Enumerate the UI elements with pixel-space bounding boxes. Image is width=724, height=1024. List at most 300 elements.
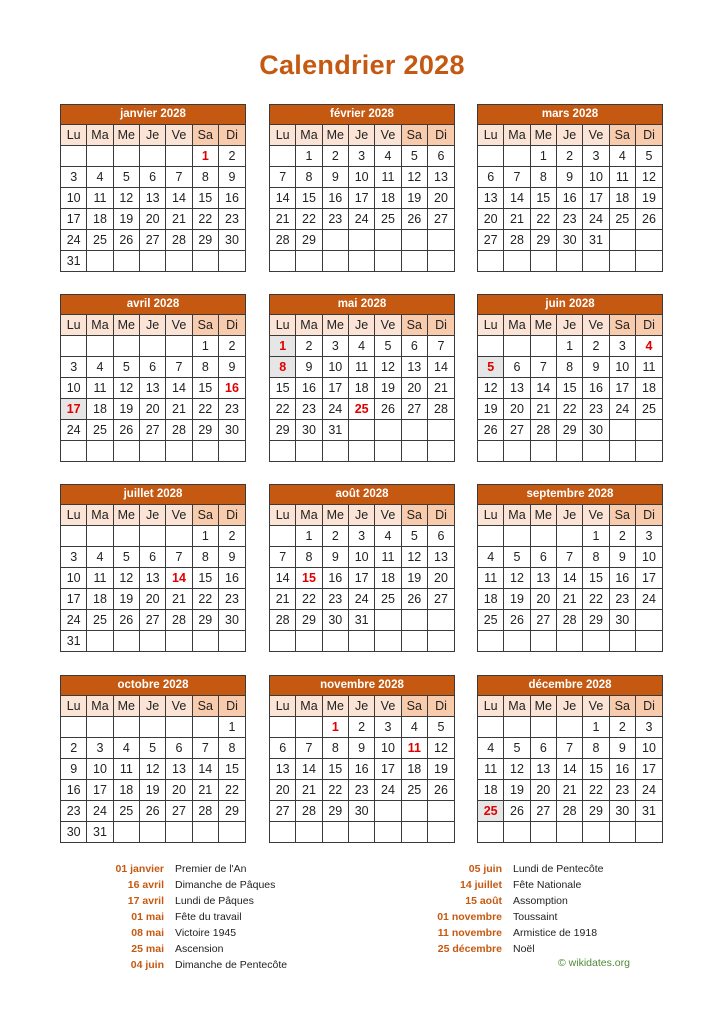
day-cell: 20 — [139, 209, 165, 230]
day-cell: 18 — [635, 378, 662, 399]
month-0 — [60, 104, 246, 272]
empty-cell — [427, 441, 454, 462]
day-cell: 22 — [192, 209, 218, 230]
day-cell: 17 — [61, 209, 87, 230]
day-cell: 5 — [635, 146, 662, 167]
month-4 — [269, 294, 455, 462]
day-cell: 11 — [635, 357, 662, 378]
holiday-name: Dimanche de Pentecôte — [175, 959, 288, 971]
day-cell: 27 — [530, 801, 556, 822]
day-cell: 17 — [609, 378, 635, 399]
day-cell: 7 — [296, 738, 322, 759]
empty-cell — [609, 230, 635, 251]
day-cell: 12 — [635, 167, 662, 188]
day-cell: 24 — [348, 209, 374, 230]
holiday-date: 11 novembre — [437, 927, 502, 939]
empty-cell — [504, 146, 530, 167]
empty-cell — [61, 526, 87, 547]
day-cell: 27 — [478, 230, 504, 251]
empty-cell — [478, 251, 504, 272]
day-cell: 16 — [218, 568, 245, 589]
day-cell: 3 — [61, 547, 87, 568]
day-cell: 8 — [322, 738, 348, 759]
empty-cell — [504, 822, 530, 843]
day-cell: 27 — [504, 420, 530, 441]
page-title: Calendrier 2028 — [259, 50, 465, 80]
day-cell: 17 — [61, 589, 87, 610]
empty-cell — [375, 610, 401, 631]
empty-cell — [139, 441, 165, 462]
day-cell: 15 — [192, 568, 218, 589]
empty-cell — [427, 801, 454, 822]
weekday-header: Di — [427, 315, 454, 336]
day-cell: 6 — [270, 738, 296, 759]
day-cell: 9 — [61, 759, 87, 780]
empty-cell — [427, 420, 454, 441]
day-cell: 9 — [348, 738, 374, 759]
day-cell: 12 — [401, 167, 427, 188]
day-cell: 25 — [401, 780, 427, 801]
month-title: décembre 2028 — [478, 676, 663, 696]
day-cell: 10 — [61, 378, 87, 399]
day-cell: 21 — [556, 780, 582, 801]
empty-cell — [401, 441, 427, 462]
day-cell: 6 — [139, 167, 165, 188]
day-cell: 18 — [87, 399, 113, 420]
day-cell: 4 — [113, 738, 139, 759]
weekday-header: Ve — [166, 505, 192, 526]
empty-cell — [322, 251, 348, 272]
empty-cell — [296, 717, 322, 738]
day-cell: 5 — [504, 547, 530, 568]
day-cell: 4 — [478, 547, 504, 568]
month-11 — [477, 675, 663, 843]
day-cell: 18 — [87, 209, 113, 230]
day-cell: 12 — [139, 759, 165, 780]
empty-cell — [192, 717, 218, 738]
day-cell: 1 — [296, 526, 322, 547]
empty-cell — [87, 336, 113, 357]
weekday-header: Ma — [87, 505, 113, 526]
day-cell: 7 — [166, 167, 192, 188]
day-cell: 28 — [166, 420, 192, 441]
day-cell: 11 — [348, 357, 374, 378]
day-cell: 28 — [166, 230, 192, 251]
day-cell: 31 — [322, 420, 348, 441]
day-cell: 30 — [218, 230, 245, 251]
holiday-date: 14 juillet — [459, 879, 502, 891]
day-cell: 14 — [270, 188, 296, 209]
day-cell: 22 — [296, 589, 322, 610]
day-cell: 9 — [322, 167, 348, 188]
weekday-header: Ve — [583, 315, 609, 336]
weekday-header: Me — [322, 505, 348, 526]
day-cell: 8 — [583, 738, 609, 759]
empty-cell — [166, 441, 192, 462]
day-cell: 20 — [530, 589, 556, 610]
empty-cell — [113, 717, 139, 738]
weekday-header: Lu — [270, 696, 296, 717]
month-table — [477, 294, 663, 462]
empty-cell — [504, 526, 530, 547]
weekday-header: Ma — [87, 696, 113, 717]
weekday-header: Je — [348, 696, 374, 717]
day-cell: 23 — [322, 589, 348, 610]
day-cell: 24 — [61, 230, 87, 251]
weekday-header: Ma — [296, 315, 322, 336]
day-cell: 5 — [401, 146, 427, 167]
day-cell: 12 — [113, 378, 139, 399]
day-cell: 7 — [556, 738, 582, 759]
empty-cell — [270, 631, 296, 652]
day-cell: 25 — [87, 230, 113, 251]
day-cell: 7 — [504, 167, 530, 188]
day-cell: 13 — [427, 167, 454, 188]
weekday-header: Sa — [609, 315, 635, 336]
empty-cell — [61, 441, 87, 462]
day-cell: 12 — [375, 357, 401, 378]
empty-cell — [87, 526, 113, 547]
day-cell: 22 — [296, 209, 322, 230]
holiday-row — [400, 925, 604, 941]
day-cell: 8 — [296, 167, 322, 188]
day-cell: 14 — [427, 357, 454, 378]
weekday-header: Ve — [583, 125, 609, 146]
day-cell: 23 — [296, 399, 322, 420]
month-table — [477, 675, 663, 843]
day-cell: 6 — [504, 357, 530, 378]
empty-cell — [139, 822, 165, 843]
weekday-header: Lu — [61, 315, 87, 336]
holiday-name: Victoire 1945 — [175, 927, 237, 939]
day-cell: 4 — [375, 526, 401, 547]
empty-cell — [348, 631, 374, 652]
weekday-header: Lu — [478, 505, 504, 526]
weekday-header: Me — [113, 696, 139, 717]
weekday-header: Ma — [504, 696, 530, 717]
day-cell: 9 — [583, 357, 609, 378]
day-cell: 27 — [427, 209, 454, 230]
month-5 — [477, 294, 663, 462]
empty-cell — [556, 251, 582, 272]
weekday-header: Di — [427, 505, 454, 526]
day-cell: 6 — [139, 547, 165, 568]
day-cell: 30 — [583, 420, 609, 441]
month-1 — [269, 104, 455, 272]
weekday-header: Ma — [296, 505, 322, 526]
empty-cell — [139, 336, 165, 357]
day-cell: 7 — [556, 547, 582, 568]
weekday-header: Lu — [478, 125, 504, 146]
holiday-row — [400, 909, 604, 925]
weekday-header: Sa — [609, 696, 635, 717]
day-cell: 29 — [583, 801, 609, 822]
day-cell: 28 — [556, 801, 582, 822]
day-cell: 18 — [87, 589, 113, 610]
month-7 — [269, 484, 455, 652]
day-cell: 18 — [113, 780, 139, 801]
empty-cell — [609, 251, 635, 272]
day-cell: 21 — [427, 378, 454, 399]
holiday-day-cell: 1 — [322, 717, 348, 738]
day-cell: 3 — [322, 336, 348, 357]
day-cell: 7 — [270, 167, 296, 188]
weekday-header: Lu — [270, 315, 296, 336]
empty-cell — [61, 336, 87, 357]
day-cell: 8 — [583, 547, 609, 568]
day-cell: 1 — [192, 336, 218, 357]
day-cell: 26 — [478, 420, 504, 441]
day-cell: 16 — [322, 568, 348, 589]
holiday-day-cell: 25 — [478, 801, 504, 822]
day-cell: 21 — [192, 780, 218, 801]
holiday-row — [62, 925, 287, 941]
day-cell: 7 — [166, 357, 192, 378]
month-3 — [60, 294, 246, 462]
day-cell: 3 — [583, 146, 609, 167]
day-cell: 10 — [348, 167, 374, 188]
day-cell: 12 — [401, 547, 427, 568]
empty-cell — [192, 251, 218, 272]
day-cell: 16 — [322, 188, 348, 209]
day-cell: 28 — [166, 610, 192, 631]
weekday-header: Me — [322, 696, 348, 717]
day-cell: 1 — [530, 146, 556, 167]
holiday-day-cell: 25 — [348, 399, 374, 420]
empty-cell — [166, 336, 192, 357]
empty-cell — [635, 631, 662, 652]
day-cell: 31 — [87, 822, 113, 843]
day-cell: 26 — [401, 209, 427, 230]
day-cell: 23 — [556, 209, 582, 230]
day-cell: 23 — [583, 399, 609, 420]
month-table — [269, 675, 455, 843]
holiday-day-cell: 4 — [635, 336, 662, 357]
day-cell: 24 — [322, 399, 348, 420]
day-cell: 4 — [478, 738, 504, 759]
month-title: octobre 2028 — [61, 676, 246, 696]
weekday-header: Me — [530, 696, 556, 717]
day-cell: 9 — [322, 547, 348, 568]
day-cell: 3 — [635, 717, 662, 738]
empty-cell — [139, 631, 165, 652]
empty-cell — [504, 631, 530, 652]
day-cell: 2 — [583, 336, 609, 357]
month-title: septembre 2028 — [478, 485, 663, 505]
day-cell: 26 — [375, 399, 401, 420]
empty-cell — [322, 631, 348, 652]
month-table — [60, 104, 246, 272]
day-cell: 17 — [635, 759, 662, 780]
holiday-row — [62, 877, 287, 893]
month-table — [269, 484, 455, 652]
weekday-header: Lu — [270, 505, 296, 526]
day-cell: 18 — [348, 378, 374, 399]
day-cell: 20 — [504, 399, 530, 420]
weekday-header: Di — [218, 505, 245, 526]
day-cell: 7 — [166, 547, 192, 568]
empty-cell — [401, 631, 427, 652]
day-cell: 21 — [270, 209, 296, 230]
empty-cell — [296, 251, 322, 272]
day-cell: 21 — [556, 589, 582, 610]
day-cell: 26 — [113, 420, 139, 441]
day-cell: 29 — [218, 801, 245, 822]
weekday-header: Me — [322, 125, 348, 146]
empty-cell — [166, 631, 192, 652]
day-cell: 20 — [427, 188, 454, 209]
day-cell: 9 — [556, 167, 582, 188]
day-cell: 12 — [113, 188, 139, 209]
weekday-header: Lu — [478, 315, 504, 336]
day-cell: 1 — [218, 717, 245, 738]
holiday-name: Toussaint — [513, 911, 558, 923]
weekday-header: Ve — [375, 505, 401, 526]
empty-cell — [478, 526, 504, 547]
day-cell: 20 — [139, 589, 165, 610]
day-cell: 8 — [556, 357, 582, 378]
day-cell: 31 — [635, 801, 662, 822]
day-cell: 19 — [635, 188, 662, 209]
day-cell: 21 — [270, 589, 296, 610]
day-cell: 11 — [375, 547, 401, 568]
day-cell: 15 — [530, 188, 556, 209]
day-cell: 19 — [113, 589, 139, 610]
day-cell: 16 — [348, 759, 374, 780]
month-8 — [477, 484, 663, 652]
day-cell: 25 — [635, 399, 662, 420]
empty-cell — [270, 251, 296, 272]
day-cell: 15 — [583, 568, 609, 589]
weekday-header: Di — [427, 125, 454, 146]
holiday-date: 17 avril — [127, 895, 164, 907]
day-cell: 15 — [583, 759, 609, 780]
day-cell: 30 — [322, 610, 348, 631]
empty-cell — [139, 251, 165, 272]
day-cell: 23 — [218, 209, 245, 230]
empty-cell — [218, 822, 245, 843]
day-cell: 5 — [427, 717, 454, 738]
day-cell: 7 — [530, 357, 556, 378]
day-cell: 24 — [583, 209, 609, 230]
weekday-header: Je — [139, 125, 165, 146]
day-cell: 21 — [530, 399, 556, 420]
day-cell: 9 — [609, 738, 635, 759]
day-cell: 5 — [504, 738, 530, 759]
empty-cell — [530, 251, 556, 272]
day-cell: 31 — [61, 631, 87, 652]
day-cell: 10 — [87, 759, 113, 780]
empty-cell — [375, 251, 401, 272]
day-cell: 19 — [401, 188, 427, 209]
day-cell: 11 — [609, 167, 635, 188]
day-cell: 22 — [192, 399, 218, 420]
day-cell: 20 — [427, 568, 454, 589]
holiday-date: 25 mai — [131, 943, 164, 955]
day-cell: 17 — [635, 568, 662, 589]
weekday-header: Ma — [87, 125, 113, 146]
month-title: avril 2028 — [61, 295, 246, 315]
holiday-name: Armistice de 1918 — [513, 927, 598, 939]
empty-cell — [375, 230, 401, 251]
day-cell: 6 — [427, 526, 454, 547]
day-cell: 21 — [166, 589, 192, 610]
day-cell: 17 — [375, 759, 401, 780]
weekday-header: Sa — [401, 125, 427, 146]
day-cell: 2 — [218, 526, 245, 547]
day-cell: 24 — [635, 780, 662, 801]
day-cell: 15 — [270, 378, 296, 399]
day-cell: 29 — [192, 230, 218, 251]
day-cell: 12 — [504, 568, 530, 589]
month-title: février 2028 — [270, 105, 455, 125]
day-cell: 13 — [139, 188, 165, 209]
day-cell: 7 — [427, 336, 454, 357]
day-cell: 10 — [322, 357, 348, 378]
holiday-day-cell: 15 — [296, 568, 322, 589]
day-cell: 28 — [270, 610, 296, 631]
empty-cell — [270, 146, 296, 167]
weekday-header: Lu — [61, 696, 87, 717]
month-table — [60, 675, 246, 843]
holiday-day-cell: 8 — [270, 357, 296, 378]
empty-cell — [583, 631, 609, 652]
empty-cell — [113, 251, 139, 272]
empty-cell — [166, 146, 192, 167]
day-cell: 8 — [192, 167, 218, 188]
day-cell: 14 — [556, 568, 582, 589]
day-cell: 19 — [113, 209, 139, 230]
empty-cell — [609, 420, 635, 441]
day-cell: 13 — [530, 568, 556, 589]
day-cell: 2 — [61, 738, 87, 759]
day-cell: 2 — [322, 526, 348, 547]
empty-cell — [556, 631, 582, 652]
month-title: juillet 2028 — [61, 485, 246, 505]
empty-cell — [348, 230, 374, 251]
weekday-header: Ma — [504, 505, 530, 526]
day-cell: 28 — [556, 610, 582, 631]
empty-cell — [192, 822, 218, 843]
empty-cell — [113, 526, 139, 547]
day-cell: 23 — [61, 801, 87, 822]
empty-cell — [635, 610, 662, 631]
day-cell: 8 — [192, 357, 218, 378]
weekday-header: Je — [556, 315, 582, 336]
day-cell: 21 — [166, 399, 192, 420]
weekday-header: Ve — [166, 125, 192, 146]
day-cell: 6 — [478, 167, 504, 188]
day-cell: 4 — [87, 357, 113, 378]
empty-cell — [296, 631, 322, 652]
day-cell: 30 — [218, 420, 245, 441]
empty-cell — [504, 441, 530, 462]
day-cell: 28 — [192, 801, 218, 822]
day-cell: 2 — [348, 717, 374, 738]
month-table — [60, 294, 246, 462]
day-cell: 29 — [583, 610, 609, 631]
day-cell: 19 — [427, 759, 454, 780]
empty-cell — [166, 251, 192, 272]
day-cell: 29 — [192, 420, 218, 441]
weekday-header: Je — [556, 696, 582, 717]
empty-cell — [87, 717, 113, 738]
day-cell: 22 — [583, 780, 609, 801]
day-cell: 10 — [609, 357, 635, 378]
day-cell: 14 — [556, 759, 582, 780]
day-cell: 16 — [296, 378, 322, 399]
day-cell: 3 — [87, 738, 113, 759]
